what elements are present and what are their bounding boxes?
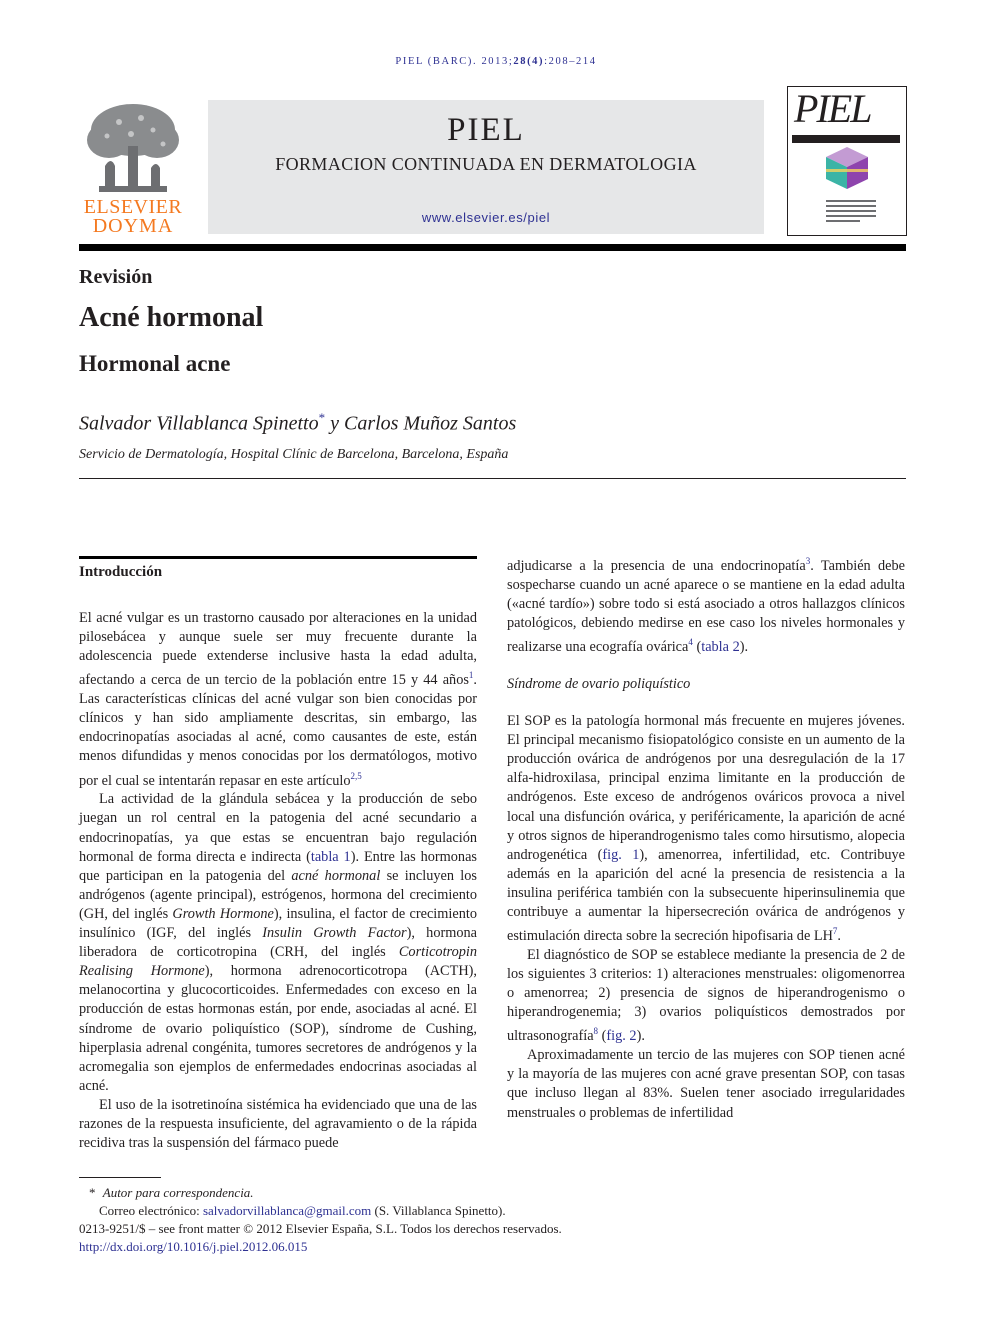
reference-link[interactable]: 1 (468, 670, 474, 681)
article-type: Revisión (79, 266, 153, 288)
footnote-rule (79, 1177, 161, 1178)
paragraph: El diagnóstico de SOP se establece mediante la presencia de 2 de los siguientes 3 criterios: 1) alteraciones menstruales: oligomenorrea o amenorrea; 2) presencia de signos de hiperandrogenismo o hiperandrogenemia; 3) ovarios poliquísticos demostrados por ultrasonografía$^8$ (fig. 2). (507, 946, 905, 1045)
running-head-volume: 28(4) (513, 56, 545, 67)
copyright-line: 0213-9251/$ – see front matter © 2012 Elsevier España, S.L. Todos los derechos reservados. (79, 1221, 562, 1236)
figure-link[interactable]: fig. 2 (606, 1028, 637, 1045)
subsection-heading: Síndrome de ovario poliquístico (507, 676, 691, 692)
paragraph: Aproximadamente un tercio de las mujeres con SOP tienen acné y la mayoría de las mujeres con acné grave presentan SOP, con tasas que incluso llegan al 83%. Suelen tener asociado irregularidades menstruales o problemas de infertilidad (507, 1047, 905, 1121)
publisher-logo (79, 100, 187, 236)
logo-text-doyma: DOYMA (92, 215, 174, 237)
heading-rule (79, 478, 906, 479)
email-label: Correo electrónico: (99, 1203, 203, 1218)
table-link[interactable]: tabla 1 (310, 848, 351, 865)
elsevier-tree-icon (79, 100, 187, 196)
footnote-email (79, 1202, 929, 1220)
footnote-corresponding (79, 1184, 909, 1202)
paragraph: adjudicarse a la presencia de una endocrinopatía$^3$. También debe sospecharse cuando un acné aparece o se mantiene en la edad adulta («acné tardío») sobre todo si está asociado a otros hallazgos clínicos patológicos, debiendo medirse en ese caso los niveles hormonales y realizarse una ecografía ovárica$^4$ (tabla 2). (507, 556, 905, 655)
header-rule (79, 244, 906, 251)
author-2: Carlos Muñoz Santos (344, 412, 517, 435)
running-head-journal: PIEL (BARC). (395, 56, 478, 67)
cover-graphic-icon (824, 145, 870, 191)
reference-link[interactable]: 7 (832, 926, 838, 937)
reference-link[interactable]: 8 (593, 1026, 599, 1037)
corresponding-author-mark[interactable]: * (318, 410, 326, 425)
email-owner: (S. Villablanca Spinetto). (371, 1203, 506, 1218)
footnote-text: Autor para correspondencia. (102, 1185, 254, 1200)
doi-link[interactable]: http://dx.doi.org/10.1016/j.piel.2012.06.015 (79, 1239, 308, 1254)
article-title: Acné hormonal (79, 302, 264, 333)
left-column (79, 609, 477, 1153)
affiliation: Servicio de Dermatología, Hospital Clínic de Barcelona, Barcelona, España (79, 447, 509, 462)
journal-subtitle: FORMACION CONTINUADA EN DERMATOLOGIA (275, 154, 697, 174)
right-column (507, 552, 905, 1123)
doi-line (79, 1238, 909, 1256)
logo-text-elsevier: ELSEVIER (83, 196, 183, 218)
author-1: Salvador Villablanca Spinetto (79, 412, 319, 435)
reference-link[interactable]: 4 (688, 637, 693, 648)
author-list (79, 410, 516, 436)
running-head-pages: :208–214 (544, 56, 597, 67)
cover-title: PIEL (794, 86, 871, 131)
email-link[interactable]: salvadorvillablanca@gmail.com (202, 1203, 372, 1218)
journal-masthead (208, 100, 764, 234)
cover-band (792, 135, 900, 143)
table-link[interactable]: tabla 2 (701, 638, 740, 655)
paragraph: El acné vulgar es un trastorno causado por alteraciones en la unidad pilosebácea y aunque suele ser muy frecuente durante la adolescencia puede extenderse inclusive hasta la edad adulta, afectando a cerca de un tercio de la población entre 15 y 44 años$^1$. Las características clínicas del acné vulgar son bien conocidas por clínicos y han sido ampliamente descritas, sin embargo, las endocrinopatías asociadas al acné, como causantes de este, están menos difundidas y menos conocidas por los dermatólogos, motivo por el cual se intentarán repasar en este artículo$^{2,5}$ (79, 610, 477, 789)
journal-title: PIEL (447, 112, 525, 148)
running-head-year: 2013; (481, 56, 514, 67)
journal-url[interactable]: www.elsevier.es/piel (421, 210, 551, 225)
paragraph: El SOP es la patología hormonal más frecuente en mujeres jóvenes. El principal mecanismo fisiopatológico consiste en un aumento de la producción ovárica de andrógenos por una desregulación de la 17 alfa-hidroxilasa, principal enzima limitante en la producción de andrógenos. Este exceso de andrógenos ováricos provoca a nivel local una disfunción ovárica, y periféricamente, la aparición de acné y otros signos de hiperandrogenismo tales como hirsutismo, alopecia androgenética (fig. 1), amenorrea, infertilidad, etc. Contribuye además en la aparición del acné la presencia de resistencia a la insulina periférica también con la subsecuente hiperinsulinemia que contribuye a aumentar la hipersecreción ovárica de andrógenos y estimulación directa sobre la secreción hipofisaria de $LH^7$. (507, 713, 905, 944)
paragraph: La actividad de la glándula sebácea y la producción de sebo juegan un rol central en la patogenia del acné secundario a endocrinopatías, ya que estas se encuentran bajo regulación hormonal de forma directa e indirecta (tabla 1). Entre las hormonas que participan en la patogenia del acné hormonal se incluyen los andrógenos (agente principal), estrógenos, hormona del crecimiento (GH, del inglés Growth Hormone), insulina, el factor de crecimiento insulínico (IGF, del inglés Insulin Growth Factor), hormona liberadora de corticotropina (CRH, del inglés Corticotropin Realising Hormone), hormona adrenocorticotropa (ACTH), melanocortina y glucocorticoides. Enfermedades con exceso en la producción de estas hormonas están, por ende, asociadas al acné. El síndrome de ovario poliquístico (SOP), síndrome de Cushing, hiperplasia adrenal congénita, tumores secretores de andrógenos y la acromegalia son ejemplos de enfermedades endocrinas asociadas al acné. (79, 791, 477, 1094)
reference-link[interactable]: 2,5 (350, 770, 362, 781)
journal-cover-thumbnail (787, 86, 907, 236)
reference-link[interactable]: 3 (805, 556, 811, 566)
running-head (0, 56, 992, 67)
footnote-mark: * (89, 1185, 96, 1200)
section-heading-introduccion: Introducción (79, 564, 163, 580)
author-separator: y (325, 412, 344, 435)
paragraph: El uso de la isotretinoína sistémica ha evidenciado que una de las razones de la respuesta insuficiente, del agravamiento o de la rápida recidiva tras la suspensión del fármaco puede (79, 1096, 477, 1152)
cover-text-lines (826, 197, 876, 225)
section-rule (79, 556, 477, 559)
article-title-english: Hormonal acne (79, 351, 231, 376)
figure-link[interactable]: fig. 1 (602, 846, 640, 863)
